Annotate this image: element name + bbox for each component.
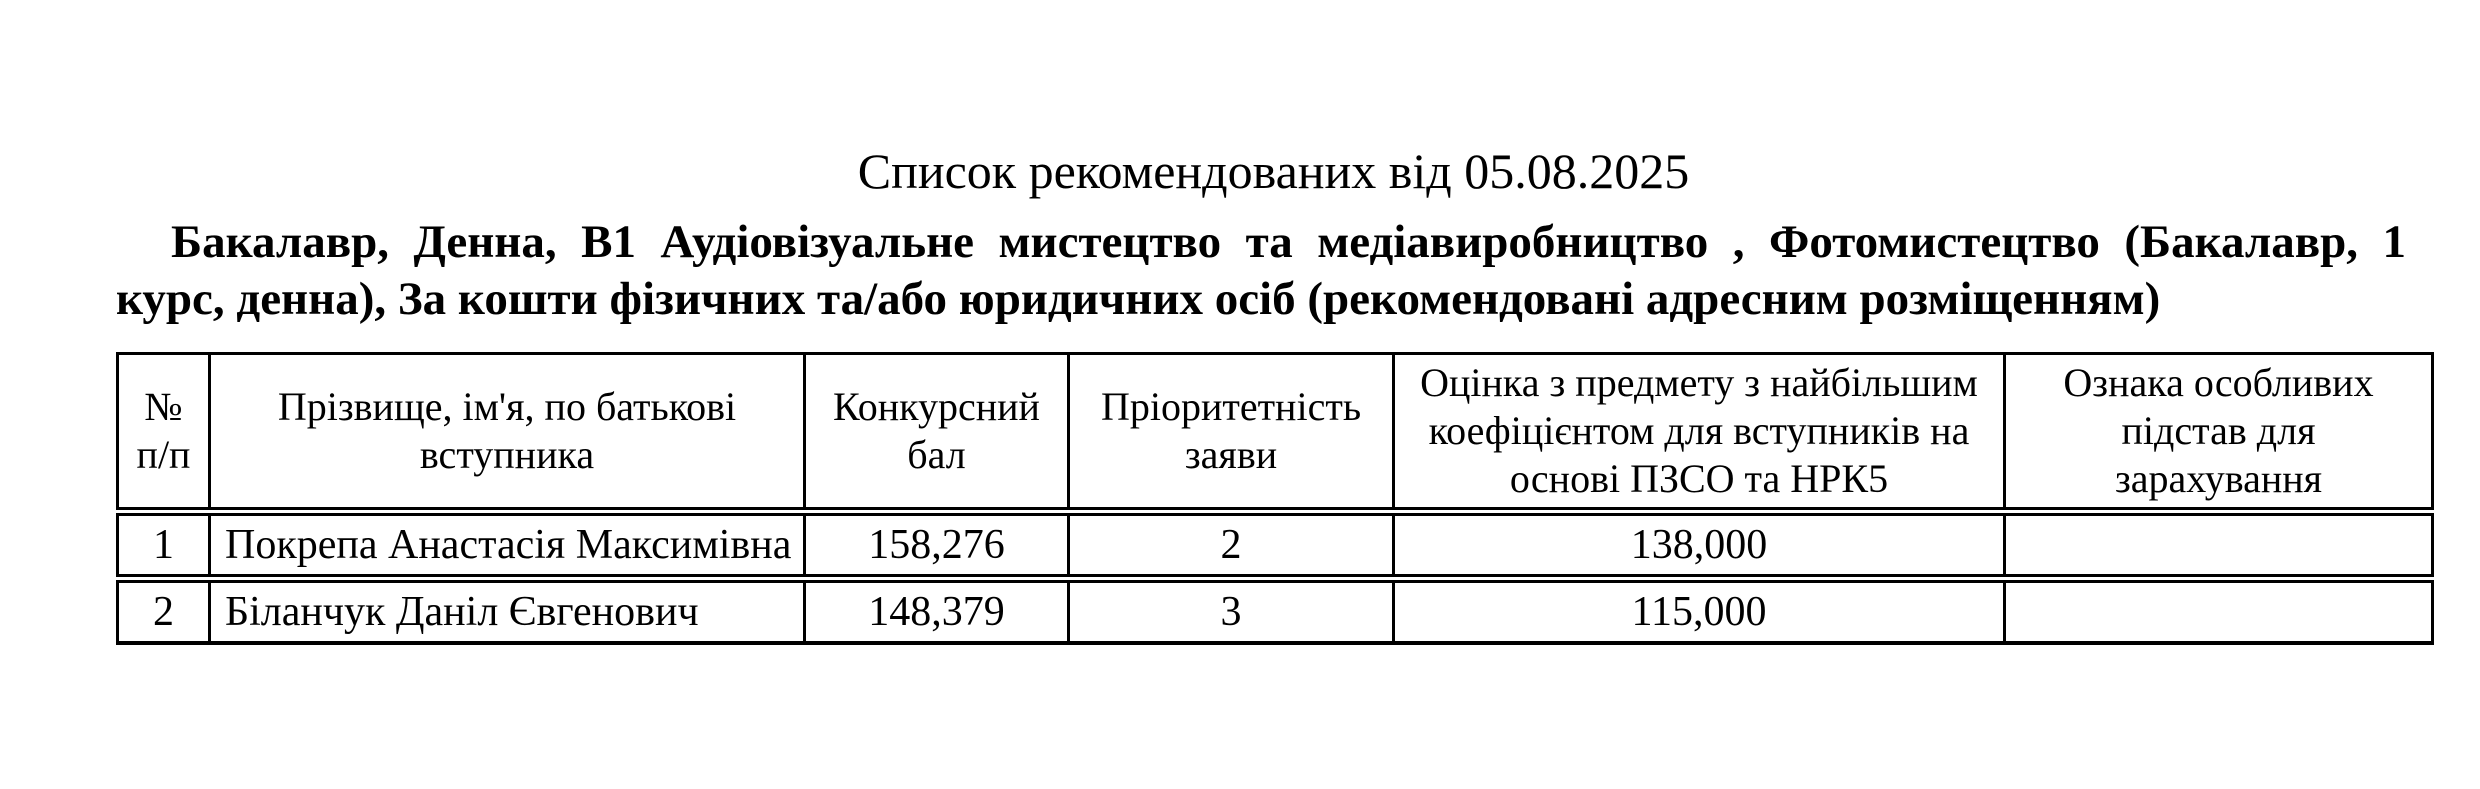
cell-subject-score: 115,000 [1394,579,2005,644]
column-header-subject-score: Оцінка з предмету з найбільшим коефіцієнтом для вступників на основі ПЗСО та НРК5 [1394,354,2005,512]
subtitle-line-2: курс, денна), За кошти фізичних та/або юридичних осіб (рекомендовані адресним розміщенням) [116,273,2161,325]
cell-priority: 3 [1069,579,1394,644]
cell-name: Покрепа Анастасія Максимівна [210,512,805,579]
cell-score: 148,379 [805,579,1069,644]
cell-special-grounds [2005,579,2433,644]
table-row [118,512,2433,579]
column-header-name: Прізвище, ім'я, по батькові вступника [210,354,805,512]
page-subtitle [116,214,2406,328]
cell-priority: 2 [1069,512,1394,579]
column-header-number: № п/п [118,354,210,512]
column-header-priority: Пріоритетність заяви [1069,354,1394,512]
cell-number: 2 [118,579,210,644]
cell-subject-score: 138,000 [1394,512,2005,579]
cell-special-grounds [2005,512,2433,579]
cell-score: 158,276 [805,512,1069,579]
table-row [118,579,2433,644]
cell-number: 1 [118,512,210,579]
recommended-list-table [116,352,2434,645]
page-title: Список рекомендованих від 05.08.2025 [857,143,1690,199]
column-header-special-grounds: Ознака особливих підстав для зарахування [2005,354,2433,512]
table-header-row [118,354,2433,512]
column-header-score: Конкурсний бал [805,354,1069,512]
subtitle-line-1: Бакалавр, Денна, B1 Аудіовізуальне мистецтво та медіавиробництво , Фотомистецтво (Бакалавр, 1 [171,216,2406,268]
cell-name: Біланчук Даніл Євгенович [210,579,805,644]
